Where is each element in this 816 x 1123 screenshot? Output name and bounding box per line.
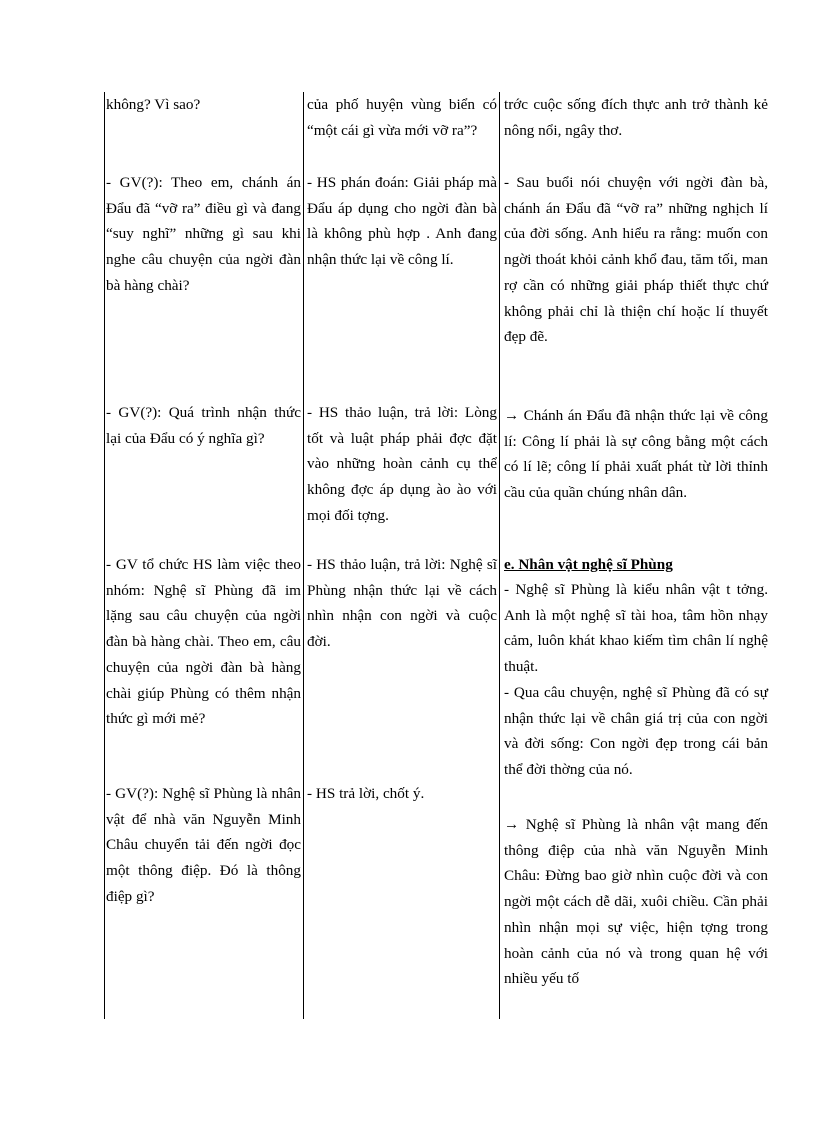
teacher-cell-4: - GV tổ chức HS làm việc theo nhóm: Nghệ sĩ Phùng đã im lặng sau câu chuyện của ngời đàn bà hàng chài. Theo em, câu chuyện của ngời đàn bà hàng chài giúp Phùng có thêm nhận thức gì mới mẻ?: [106, 556, 301, 728]
content-cell-5: - Qua câu chuyện, nghệ sĩ Phùng đã có sự nhận thức lại về chân giá trị của con ngời và đời sống: Con ngời đẹp trong cái bản thể đời thờng của nó.: [504, 684, 768, 779]
teacher-cell-3: - GV(?): Quá trình nhận thức lại của Đẩu có ý nghĩa gì?: [106, 404, 301, 447]
content-cell-3: → Chánh án Đẩu đã nhận thức lại về công lí: Công lí phải là sự công bằng một cách có lí lẽ; công lí phải xuất phát từ lời thỉnh cầu của quần chúng nhân dân.: [504, 407, 768, 502]
teacher-cell-2: - GV(?): Theo em, chánh án Đẩu đã “vỡ ra” điều gì và đang “suy nghĩ” những gì sau khi nghe câu chuyện của ngời đàn bà hàng chài?: [106, 174, 301, 294]
lesson-table: [104, 92, 769, 1019]
content-cell-6: → Nghệ sĩ Phùng là nhân vật mang đến thông điệp của nhà văn Nguyễn Minh Châu: Đừng bao giờ nhìn cuộc đời và con ngời một cách dễ dãi, xuôi chiều. Cần phải nhìn nhận mọi sự việc, hiện tợng trong hoàn cảnh của nó và trong quan hệ với nhiều yếu tố: [504, 816, 768, 988]
student-cell-2: - HS phán đoán: Giải pháp mà Đẩu áp dụng cho ngời đàn bà là không phù hợp . Anh đang nhận thức lại về công lí.: [307, 174, 497, 269]
column-border-left: [104, 92, 105, 1019]
student-cell-1: của phố huyện vùng biển có “một cái gì vừa mới vỡ ra”?: [307, 96, 497, 139]
student-cell-5: - HS trả lời, chốt ý.: [307, 785, 425, 802]
column-border-2: [499, 92, 500, 1019]
column-border-1: [303, 92, 304, 1019]
content-cell-1: trớc cuộc sống đích thực anh trở thành kẻ nông nổi, ngây thơ.: [504, 96, 768, 139]
content-cell-2: - Sau buổi nói chuyện với ngời đàn bà, chánh án Đẩu đã “vỡ ra” những nghịch lí của đời sống. Anh hiểu ra rằng: muốn con ngời thoát khỏi cảnh khổ đau, tăm tối, man rợ cần có những giải pháp thiết thực chứ không phải chỉ là thiện chí hoặc lí thuyết đẹp đẽ.: [504, 174, 768, 346]
teacher-cell-1: không? Vì sao?: [106, 96, 201, 113]
section-heading: e. Nhân vật nghệ sĩ Phùng: [504, 556, 673, 573]
student-cell-4: - HS thảo luận, trả lời: Nghệ sĩ Phùng nhận thức lại về cách nhìn nhận con ngời và cuộc đời.: [307, 556, 497, 651]
content-cell-4: - Nghệ sĩ Phùng là kiểu nhân vật t tởng. Anh là một nghệ sĩ tài hoa, tâm hồn nhạy cảm, luôn khát khao kiếm tìm chân lí nghệ thuật.: [504, 581, 768, 676]
teacher-cell-5: - GV(?): Nghệ sĩ Phùng là nhân vật để nhà văn Nguyễn Minh Châu chuyển tải đến ngời đọc một thông điệp. Đó là thông điệp gì?: [106, 785, 301, 905]
student-cell-3: - HS thảo luận, trả lời: Lòng tốt và luật pháp phải đợc đặt vào những hoàn cảnh cụ thể không đợc áp dụng ào ào với mọi đối tợng.: [307, 404, 497, 524]
